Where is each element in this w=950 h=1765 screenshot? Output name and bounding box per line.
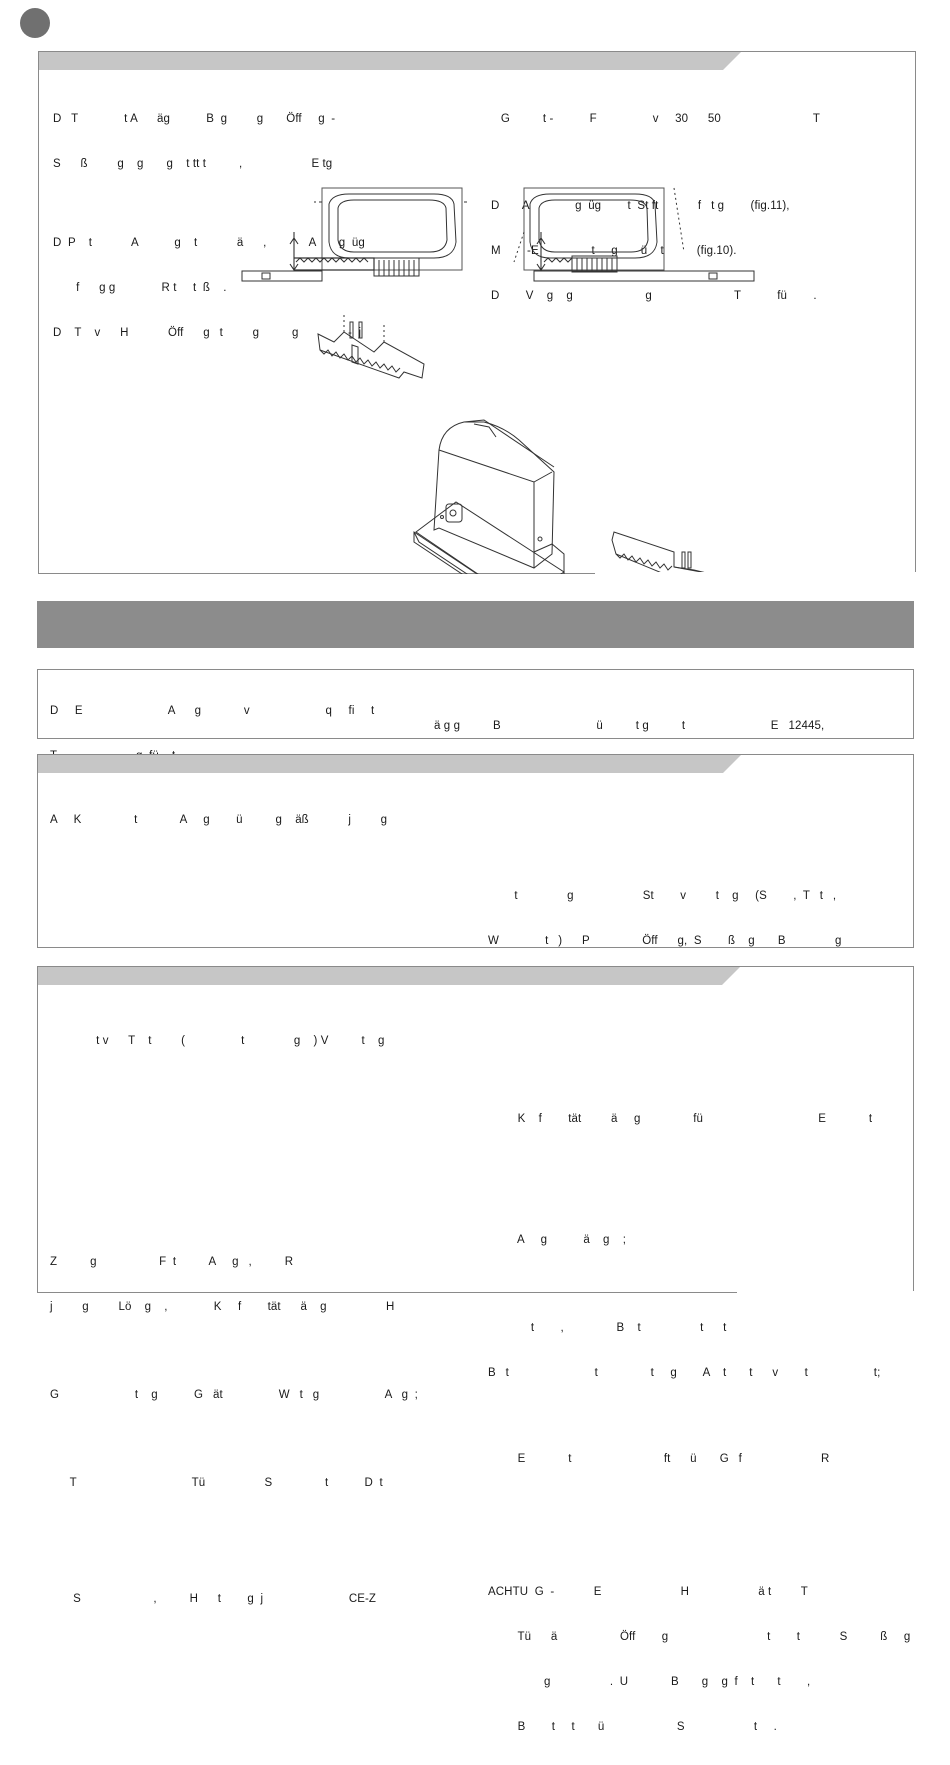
- text-line: t g St v t g (S , T t ,: [488, 890, 837, 902]
- text-line: B t t t g A t t v t t;: [488, 1367, 881, 1379]
- section-header-bar: [39, 52, 741, 70]
- text-line: [488, 1195, 910, 1203]
- text-line: W t ) P Öff g, S ß g B g: [488, 935, 842, 947]
- text-line: [488, 846, 871, 859]
- rack-segment-lower: [612, 532, 719, 574]
- section-4-left-text: [50, 1004, 418, 1637]
- text-line: [488, 803, 871, 816]
- text-line: [488, 1082, 910, 1097]
- text-line: [50, 948, 414, 963]
- text-line: [488, 1037, 910, 1052]
- text-line: G t g G ät W t g A g ;: [50, 1389, 418, 1401]
- text-line: A g ä g ;: [488, 1234, 627, 1246]
- text-line: [488, 1278, 910, 1291]
- text-line: D P t A g t ä , A g üg: [53, 237, 365, 249]
- text-line: E t ft ü G f R: [488, 1453, 830, 1465]
- text-line: ä g g B ü t g t E 12445,: [434, 720, 825, 732]
- section-requirements: [37, 754, 914, 948]
- text-line: Tü ä Öff g t t S ß g: [488, 1631, 911, 1643]
- page-marker-dot: [20, 8, 50, 38]
- text-line: D V g g g T fü .: [491, 290, 817, 302]
- text-line: g . U B g g f t t ,: [488, 1676, 811, 1688]
- section-header-bar: [38, 967, 740, 985]
- border-gap: [595, 572, 916, 575]
- text-line: t v T t ( t g ) V t g: [50, 1035, 385, 1047]
- text-line: Z g F t A g , R: [50, 1256, 294, 1268]
- text-line: [50, 858, 414, 873]
- text-line: [50, 1124, 418, 1139]
- motor-top-view-left: [242, 188, 470, 281]
- section-installation: [38, 51, 916, 574]
- text-line: [50, 903, 414, 918]
- text-line: D T t A äg B g g Öff g -: [53, 113, 336, 125]
- text-line: t , B t t t: [488, 1322, 727, 1334]
- text-line: [50, 1521, 418, 1532]
- border-gap: [737, 1291, 915, 1294]
- text-line: D E A g v q fi t: [50, 705, 375, 717]
- installation-illustration: [234, 182, 774, 574]
- motor-body-3d: [414, 420, 564, 574]
- chapter-header-band: [37, 601, 914, 648]
- rack-segment-upper: [318, 312, 424, 378]
- text-line: [50, 1214, 418, 1225]
- text-line: G t - F v 30 50 T: [491, 113, 821, 125]
- text-line: K f tät ä g fü E t: [488, 1113, 873, 1125]
- text-line: B t t ü S t .: [488, 1721, 777, 1733]
- text-line: A K t A g ü g äß j g: [50, 814, 388, 826]
- text-line: [488, 1157, 910, 1165]
- text-line: [488, 1540, 910, 1555]
- text-line: [50, 1169, 418, 1184]
- text-line: D T v H Öff g t g g - j: [53, 327, 362, 339]
- section-header-bar: [38, 755, 741, 773]
- text-line: M -E t g ü t (fig.10).: [491, 245, 737, 257]
- section-4-right-text: [488, 1007, 910, 1765]
- section-safety: [37, 966, 914, 1733]
- text-line: f g g R t t ß .: [53, 282, 227, 294]
- text-line: j g Lö g , K f tät ä g H: [50, 1301, 395, 1313]
- text-line: [50, 1079, 418, 1094]
- text-line: D A g üg t St ft f t g (fig.11),: [491, 200, 790, 212]
- text-line: [488, 1411, 910, 1422]
- text-line: T Tü S t D t: [50, 1477, 383, 1489]
- text-line: ACHTU G - E H ä t T: [488, 1586, 808, 1598]
- text-line: [50, 1345, 418, 1358]
- motor-top-view-right: [514, 188, 754, 281]
- section-standards: [37, 669, 914, 739]
- text-line: [488, 1497, 910, 1510]
- text-line: S , H t g j CE-Z: [50, 1593, 377, 1605]
- text-line: S ß g g g t tt t , E tg: [53, 158, 333, 170]
- text-line: [50, 1433, 418, 1446]
- text-line: [491, 157, 820, 169]
